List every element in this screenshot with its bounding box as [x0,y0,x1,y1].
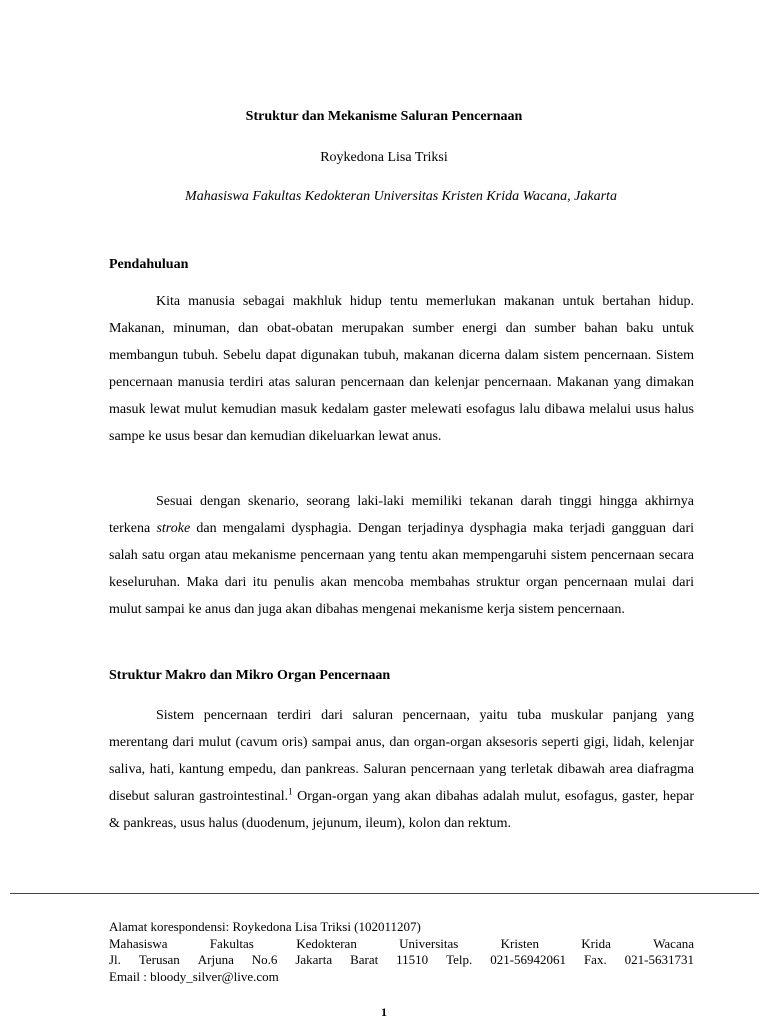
footer-word: Kedokteran [296,935,357,951]
footer-word: Kristen [500,935,539,951]
email-line: Email : bloody_silver@live.com [109,968,279,984]
footer-word: 11510 [396,952,429,967]
section-heading-struktur: Struktur Makro dan Mikro Organ Pencernaan [109,668,391,683]
paragraph-introduction-1: Kita manusia sebagai makhluk hidup tentu memerlukan makanan untuk bertahan hidup. Makanan, minuman, dan obat-obatan merupakan sumber energi dan sumber bahan baku untuk membangun tubuh. Sebelu dapat digunakan tubuh, makanan dicerna dalam sistem pencernaan. Sistem pencernaan manusia terdiri atas saluran pencernaan dan kelenjar pencernaan. Makanan yang dimakan masuk lewat mulut kemudian masuk kedalam gaster melewati esofagus lalu dibawa melalui usus halus sampe ke usus besar dan kemudian dikeluarkan lewat anus. [109,294,694,444]
paragraph-text: Sesuai dengan skenario, seorang laki-laki memiliki tekanan darah tinggi hingga akhirnya terkena [109,494,694,536]
paragraph-text: Sistem pencernaan terdiri dari saluran pencernaan, yaitu tuba muskular panjang yang merentang dari mulut (cavum oris) sampai anus, dan organ-organ aksesoris seperti gigi, lidah, kelenjar saliva, hati, kantung empedu, dan pankreas. Saluran pencernaan yang terletak dibawah area diafragma disebut saluran gastrointestinal. [109,708,694,804]
paragraph-text: dan mengalami dysphagia. Dengan terjadinya dysphagia maka terjadi gangguan dari salah satu organ atau mekanisme pencernaan yang tentu akan mempengaruhi sistem pencernaan secara keseluruhan. Maka dari itu penulis akan mencoba membahas struktur organ pencernaan mulai dari mulut sampai ke anus dan juga akan dibahas mengenai mekanisme kerja sistem pencernaan. [109,520,694,617]
footer-divider [10,893,759,894]
address-line [109,952,694,969]
italic-term: stroke [156,520,191,536]
correspondence-line: Alamat korespondensi: Roykedona Lisa Triksi (102011207) [109,919,421,934]
footer-word: Mahasiswa [109,935,168,951]
section-heading-pendahuluan: Pendahuluan [109,257,189,272]
footer-word: Fax. [583,952,607,967]
paragraph-introduction-2 [109,489,694,624]
author-affiliation: Mahasiswa Fakultas Kedokteran Universitas Kristen Krida Wacana, Jakarta [185,189,617,204]
footer-word: No.6 [251,952,278,967]
footer-word: Jakarta [295,952,333,967]
author-name: Roykedona Lisa Triksi [320,150,448,165]
footer-word: 021-56942061 [490,952,567,967]
footnote-reference: 1 [288,786,293,797]
footer-word: Krida [581,935,611,951]
footer-word: Barat [350,952,379,967]
affiliation-line [109,936,694,953]
document-title: Struktur dan Mekanisme Saluran Pencernaan [245,109,523,124]
paragraph-structure-1 [109,703,694,838]
footer-word: 021-5631731 [624,952,694,967]
footer-word: Wacana [653,935,694,951]
footer-word: Fakultas [209,935,254,951]
correspondence-footer [109,919,694,985]
footer-word: Telp. [446,952,473,967]
page-number: 1 [381,1005,387,1019]
footer-word: Arjuna [197,952,234,967]
footer-word: Jl. [109,952,121,967]
footer-word: Terusan [138,952,180,967]
footer-word: Universitas [399,935,459,951]
paragraph-text: Organ-organ yang akan dibahas adalah mulut, esofagus, gaster, hepar & pankreas, usus halus (duodenum, jejunum, ileum), kolon dan rektum. [109,788,694,831]
